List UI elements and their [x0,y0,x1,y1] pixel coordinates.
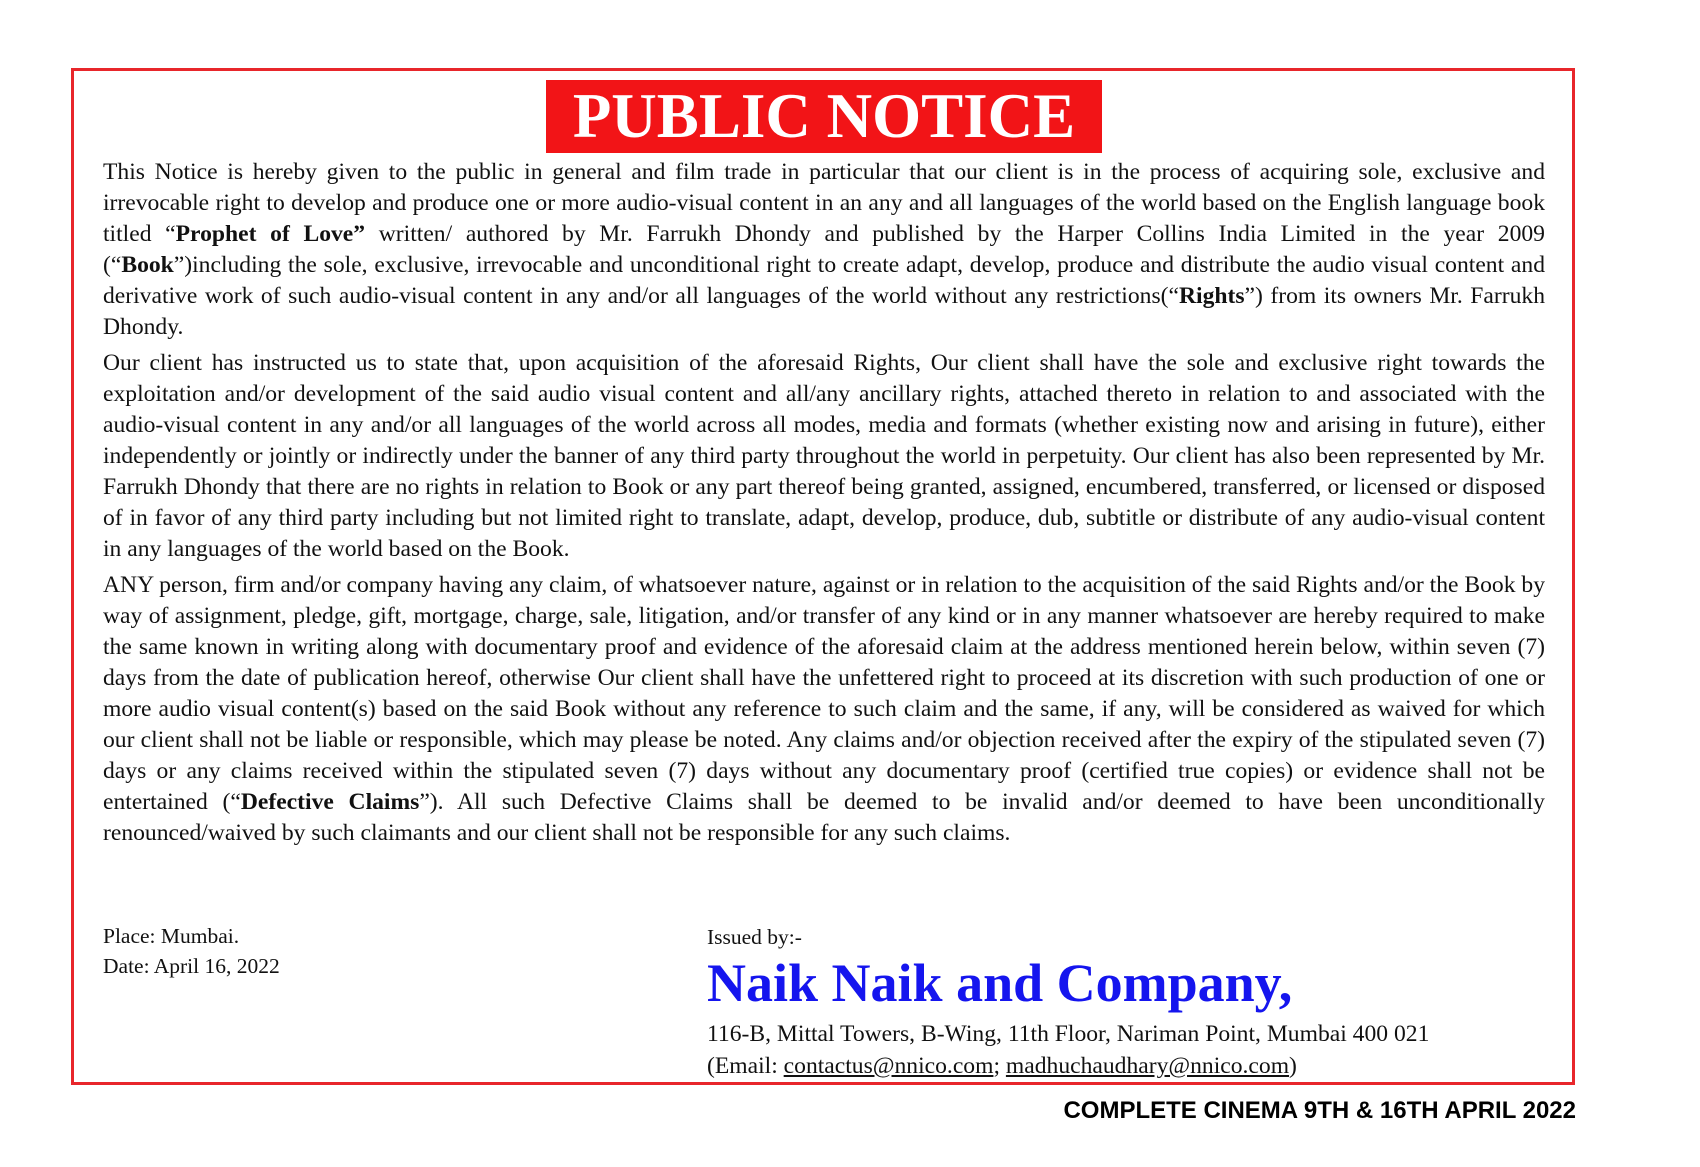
issued-by-label: Issued by:- [707,925,802,949]
firm-name-comma: , [1278,953,1293,1013]
email-separator: ; [993,1053,1006,1079]
email-suffix: ) [1289,1053,1297,1079]
paragraph-1-text: ”) from its owners Mr. Farrukh Dhondy. [103,283,1546,340]
paragraph-3-text: ANY person, firm and/or company having any claim, of whatsoever nature, against or in relation to the acquisition of the said Rights and/or the Book by way of assignment, pledge, gift, mortgage, charge, sale, litigation, and/or transfer of any kind or in any manner whatsoever are hereby required to make the same known in writing along with documentary proof and evidence of the aforesaid claim at the address mentioned herein below, within seven (7) days from the date of publication hereof, otherwise Our client shall have the unfettered right to proceed at its discretion with such production of one or more audio visual content(s) based on the said Book without any reference to such claim and the same, if any, will be considered as waived for which our client shall not be liable or responsible, which may please be noted. Any claims and/or objection received after the expiry of the stipulated seven (7) days or any claims received within the stipulated seven (7) days without any documentary proof (certified true copies) or evidence shall not be entertained (“ [103,572,1545,815]
date-line: Date: April 16, 2022 [103,954,280,978]
email-link-contactus[interactable]: contactus@nnico.com [783,1053,994,1079]
email-prefix: (Email: [707,1053,784,1079]
publication-footer: COMPLETE CINEMA 9TH & 16TH APRIL 2022 [1063,1097,1576,1124]
book-term: Book [121,252,174,278]
place-date-block [103,921,280,981]
notice-title-banner [546,80,1102,153]
firm-name-text: Naik Naik and Company [707,953,1279,1013]
defective-claims-term: Defective Claims [240,789,420,815]
book-title: Prophet of Love” [175,221,366,247]
rights-term: Rights [1178,283,1245,309]
notice-body [103,157,1545,854]
paragraph-3-text: ”). All such Defective Claims shall be deemed to be invalid and/or deemed to have been unconditionally renounced/waived by such claimants and our client shall not be responsible for any such claims. [103,789,1545,846]
paragraph-1-text: ”)including the sole, exclusive, irrevocable and unconditional right to create adapt, develop, produce and distribute the audio visual content and derivative work of such audio-visual content in any and/or all languages of the world without any restrictions(“ [103,252,1545,309]
firm-name [707,955,1429,1011]
email-line [707,1050,1429,1082]
notice-title: PUBLIC NOTICE [572,81,1076,151]
notice-paragraph-1 [103,157,1545,343]
email-link-madhuchaudhary[interactable]: madhuchaudhary@nnico.com [1005,1053,1290,1079]
notice-paragraph-3 [103,570,1545,849]
issuer-block [707,922,1429,1082]
firm-address: 116-B, Mittal Towers, B-Wing, 11th Floor, Nariman Point, Mumbai 400 021 [707,1021,1430,1047]
notice-paragraph-2: Our client has instructed us to state that, upon acquisition of the aforesaid Rights, Our client shall have the sole and exclusive right towards the exploitation and/or development of the said audio visual content and all/any ancillary rights, attached thereto in relation to and associated with the audio-visual content in any and/or all languages of the world across all modes, media and formats (whether existing now and arising in future), either independently or jointly or indirectly under the banner of any third party throughout the world in perpetuity. Our client has also been represented by Mr. Farrukh Dhondy that there are no rights in relation to Book or any part thereof being granted, assigned, encumbered, transferred, or licensed or disposed of in favor of any third party including but not limited right to translate, adapt, develop, produce, dub, subtitle or distribute of any audio-visual content in any languages of the world based on the Book. [103,350,1545,562]
paragraph-1-text: This Notice is hereby given to the public in general and film trade in particular that our client is in the process of acquiring sole, exclusive and irrevocable right to develop and produce one or more audio-visual content in an any and all languages of the world based on the English language book titled “ [103,159,1545,247]
place-line: Place: Mumbai. [103,924,240,948]
paragraph-1-text: written/ authored by Mr. Farrukh Dhondy and published by the Harper Collins India Limited in the year 2009 (“ [103,221,1545,278]
